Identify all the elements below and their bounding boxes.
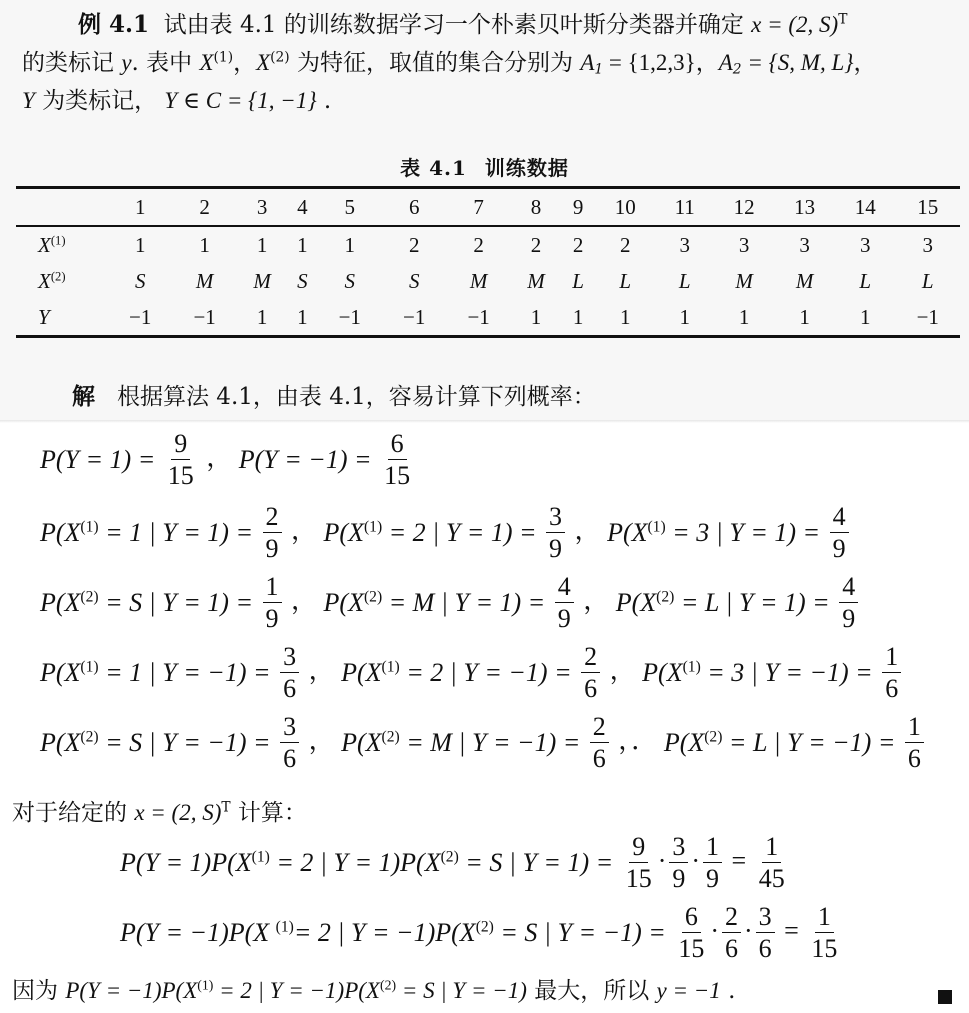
likelihood-x2-yneg [40,713,927,773]
fraction [905,713,924,773]
eq-sep: ，． [618,725,658,755]
fraction [546,503,565,563]
table-header-row [16,188,960,227]
conclusion-expression: $P(Y = -1)P(X^{(1)} = 2$ | $Y = -1)P(X^{(2)} = S$ | Y = −1) [65,977,527,1003]
table-cell: 1 [297,232,308,257]
given-text-b: 计算： [237,800,307,826]
fraction [555,573,574,633]
frac-den: 45 [758,864,785,894]
row-label-x1-sup: (1) [50,232,66,247]
intro-comma: ， [233,50,257,76]
intro-x1: X [199,50,214,75]
table-col-header: 2 [199,194,210,219]
frac-num: 9 [629,833,648,863]
likelihood-x1-y1 [40,503,852,563]
table-cell: M [795,268,814,293]
frac-num: 3 [280,713,299,743]
table-cell: 1 [344,232,356,257]
table-cell: M [527,268,545,293]
eq-lhs: $P(X^{(1)} = 3$ | Y = −1) = [642,657,873,687]
intro-text-2c: 为特征，取值的集合分别为 [297,50,573,76]
table-cell: 1 [799,304,810,329]
solution-label: 解 [72,383,95,410]
eq-lhs: $P(X^{(1)} = 2$ | Y = −1) = [341,657,572,687]
table-corner [16,188,108,227]
intro-vector-sup: T [838,11,848,28]
frac-den: 6 [283,744,297,774]
table-cell: 2 [473,232,484,257]
eq-sep: ， [206,442,233,472]
eq-lhs: $P(X^{(1)} = 1$ | Y = −1) = [40,657,271,687]
intro-line-1 [22,6,957,44]
conclusion-text-a: 因为 [12,978,58,1004]
conclusion-result: y = −1 [656,978,721,1003]
intro-class-set: Y ∈ C = {1, −1} [164,88,317,113]
table-cell: L [859,268,872,293]
frac-den: 6 [758,934,772,964]
table-cell: S [344,268,356,293]
fraction [830,503,849,563]
intro-comma3: ， [853,50,877,76]
conclusion-text-b: 最大，所以 [534,978,650,1004]
frac-num: 1 [882,643,901,673]
table-cell: 2 [408,232,420,257]
given-vector: x = (2, S) [134,800,222,825]
frac-den: 9 [832,534,846,564]
frac-num: 3 [280,643,299,673]
training-data-table [16,186,960,338]
table-cell: 2 [530,232,542,257]
frac-den: 6 [885,674,899,704]
intro-vector: x = (2, S) [751,12,839,37]
table-cell: S [408,268,420,293]
eq-lhs: P(Y = −1) = [238,444,372,474]
table-cell: 1 [619,304,631,329]
end-of-proof-icon [938,990,952,1004]
table-cell: 3 [799,232,810,257]
frac-num: 1 [263,573,282,603]
table-cell: M [253,268,271,293]
fraction [703,833,722,893]
table-cell: L [572,268,584,293]
frac-num: 4 [830,503,849,533]
row-label-x1 [16,226,108,263]
eq-lhs: $P(X^{(2)} = S$ | Y = 1) = [40,587,254,617]
intro-y: y [121,50,132,75]
frac-den: 15 [625,864,652,894]
fraction [280,643,299,703]
table-col-header: 7 [473,194,484,219]
calc-lhs: P(Y = −1)P(X $^{(1)}$= 2 | $Y = -1)P(X^{(2)} = S$ | Y = −1) = [120,917,666,947]
intro-period: . [323,88,332,114]
table-cell: −1 [338,304,361,329]
table-col-header: 14 [854,194,876,219]
table-cell: L [678,268,691,293]
calc-positive [120,833,791,893]
intro-x2-sup: (2) [270,49,290,66]
table-cell: L [921,268,934,293]
eq-sep: ， [583,585,610,615]
dot: · [744,915,753,945]
eq-lhs: $P(X^{(1)} = 2$ | Y = 1) = [323,517,537,547]
table-row-y [16,299,960,337]
frac-num: 6 [388,430,407,460]
frac-den: 6 [584,674,598,704]
table-cell: 3 [922,232,933,257]
equals: = [731,845,747,875]
conclusion-period: . [728,978,736,1004]
table-col-header: 9 [572,194,584,219]
frac-num: 3 [546,503,565,533]
fraction [675,903,707,963]
frac-num: 2 [590,713,609,743]
intro-text-2a: 的类标记 [22,50,114,76]
row-label-x2 [16,263,108,299]
eq-sep: ， [291,585,318,615]
table-cell: −1 [467,304,490,329]
dot: · [691,845,701,875]
likelihood-x2-y1 [40,573,861,633]
table-row-x2 [16,263,960,299]
fraction [263,503,282,563]
fraction [165,430,197,490]
fraction [756,903,775,963]
row-label-y: Y [38,304,50,329]
intro-x2: X [256,50,271,75]
example-statement [22,6,957,120]
table-row-x1 [16,226,960,263]
given-vector-sup: T [221,799,231,816]
eq-sep: ， [291,515,318,545]
table-cell: 3 [859,232,871,257]
intro-a1: A [580,50,595,75]
frac-num: 1 [815,903,834,933]
intro-line-2 [22,44,957,82]
frac-num: 4 [555,573,574,603]
frac-den: 9 [265,534,279,564]
fraction [263,573,282,633]
fraction [590,713,609,773]
table-col-header: 11 [674,194,695,219]
intro-y-var: Y [22,88,35,113]
page-seam [0,420,969,423]
table-col-header: 13 [794,194,816,219]
row-label-x2-text: X [38,268,51,293]
table-col-header: 3 [256,194,268,219]
dot: · [710,915,719,945]
eq-lhs: $P(X^{(2)} = S$ | Y = −1) = [40,727,271,757]
frac-den: 6 [592,744,606,774]
frac-num: 2 [263,503,282,533]
intro-text-1: 试由表 4.1 的训练数据学习一个朴素贝叶斯分类器并确定 [163,12,744,38]
table-cell: 1 [859,304,871,329]
table-cell: 1 [199,232,210,257]
eq-lhs: $P(X^{(2)} = L$ | Y = −1) = [663,727,896,757]
table-cell: −1 [916,304,939,329]
eq-sep: ， [574,515,601,545]
frac-num: 1 [703,833,722,863]
table-cell: M [469,268,488,293]
table-cell: M [195,268,214,293]
eq-lhs: $P(X^{(2)} = M$ | Y = −1) = [341,727,581,757]
frac-num: 9 [171,430,190,460]
table-col-header: 10 [614,194,636,219]
table-col-header: 4 [297,194,308,219]
dot: · [657,845,667,875]
table-cell: 1 [530,304,542,329]
fraction [882,643,901,703]
example-label: 例 4.1 [78,11,150,38]
eq-lhs: $P(X^{(2)} = M$ | Y = 1) = [323,587,546,617]
eq-sep: ， [308,655,335,685]
frac-den: 15 [678,934,705,964]
fraction [581,643,600,703]
row-label-x1-text: X [38,232,51,257]
frac-den: 9 [265,604,279,634]
intro-a1-sub: 1 [594,61,604,78]
frac-den: 9 [549,534,563,564]
table-cell: S [297,268,308,293]
table-cell: 1 [134,232,146,257]
eq-lhs: $P(X^{(1)} = 3$ | Y = 1) = [607,517,821,547]
table-cell: 3 [679,232,690,257]
intro-a2-set: = {S, M, L} [741,50,854,75]
intro-x1-sup: (1) [213,49,234,66]
fraction [381,430,413,490]
fraction-result [756,833,788,893]
table-col-header: 6 [408,194,420,219]
eq-lhs: $P(X^{(2)} = L$ | Y = 1) = [615,587,830,617]
intro-a2-sub: 2 [732,61,742,78]
calc-negative [120,903,843,963]
eq-lhs: P(Y = 1) = [40,444,156,474]
table-caption [0,152,969,181]
intro-text-2b: . 表中 [131,50,193,76]
table-col-header: 8 [530,194,542,219]
table-col-header: 5 [344,194,356,219]
fraction [623,833,655,893]
table-cell: L [619,268,632,293]
fraction [280,713,299,773]
frac-num: 4 [839,573,858,603]
equals: = [784,915,799,945]
eq-sep: ， [609,655,636,685]
fraction [839,573,858,633]
table-cell: M [735,268,753,293]
given-text-a: 对于给定的 [12,800,127,826]
table-cell: −1 [129,304,152,329]
table-cell: 1 [679,304,690,329]
frac-num: 6 [682,903,701,933]
frac-den: 15 [384,461,411,491]
solution-text: 根据算法 4.1，由表 4.1，容易计算下列概率： [117,384,596,410]
frac-num: 1 [762,833,781,863]
table-col-header: 1 [134,194,146,219]
eq-lhs: $P(X^{(1)} = 1$ | Y = 1) = [40,517,254,547]
table-cell: −1 [193,304,216,329]
frac-den: 9 [557,604,571,634]
fraction [722,903,741,963]
frac-num: 2 [722,903,741,933]
frac-den: 15 [167,461,194,491]
table-cell: 3 [738,232,750,257]
frac-num: 3 [669,833,688,863]
table-cell: 1 [738,304,750,329]
intro-line-3 [22,82,957,120]
table-cell: 1 [572,304,584,329]
frac-den: 15 [811,934,838,964]
fraction-result [808,903,840,963]
table-cell: S [134,268,146,293]
frac-den: 6 [725,934,738,964]
solution-heading [72,378,596,411]
row-label-x2-sup: (2) [50,268,66,283]
frac-den: 9 [842,604,856,634]
given-line [12,794,307,827]
table-cell: 2 [572,232,584,257]
fraction [669,833,688,893]
intro-a2: A [718,50,733,75]
intro-text-3a: 为类标记， [42,88,158,114]
calc-lhs: $P(Y = 1)P(X^{(1)} = 2$ | $Y = 1)P(X^{(2)} = S$ | Y = 1) = [120,847,614,877]
frac-den: 9 [672,864,686,894]
frac-den: 6 [283,674,297,704]
eq-sep: ， [308,725,335,755]
table-cell: −1 [403,304,426,329]
table-col-header: 15 [917,194,939,219]
frac-num: 3 [756,903,775,933]
prior-equations [40,430,416,490]
likelihood-x1-yneg [40,643,904,703]
intro-comma2: ， [695,50,719,76]
intro-a1-set: = {1,2,3} [603,50,696,75]
table-cell: 2 [619,232,631,257]
table-col-header: 12 [733,194,755,219]
conclusion-line [12,972,735,1005]
frac-num: 2 [581,643,600,673]
frac-den: 6 [907,744,921,774]
table-caption-label: 表 4.1 [400,156,467,180]
frac-den: 9 [706,864,720,894]
frac-num: 1 [905,713,924,743]
table-cell: 1 [256,304,268,329]
table-cell: 1 [297,304,308,329]
table-cell: 1 [256,232,268,257]
table-caption-title: 训练数据 [484,156,569,180]
